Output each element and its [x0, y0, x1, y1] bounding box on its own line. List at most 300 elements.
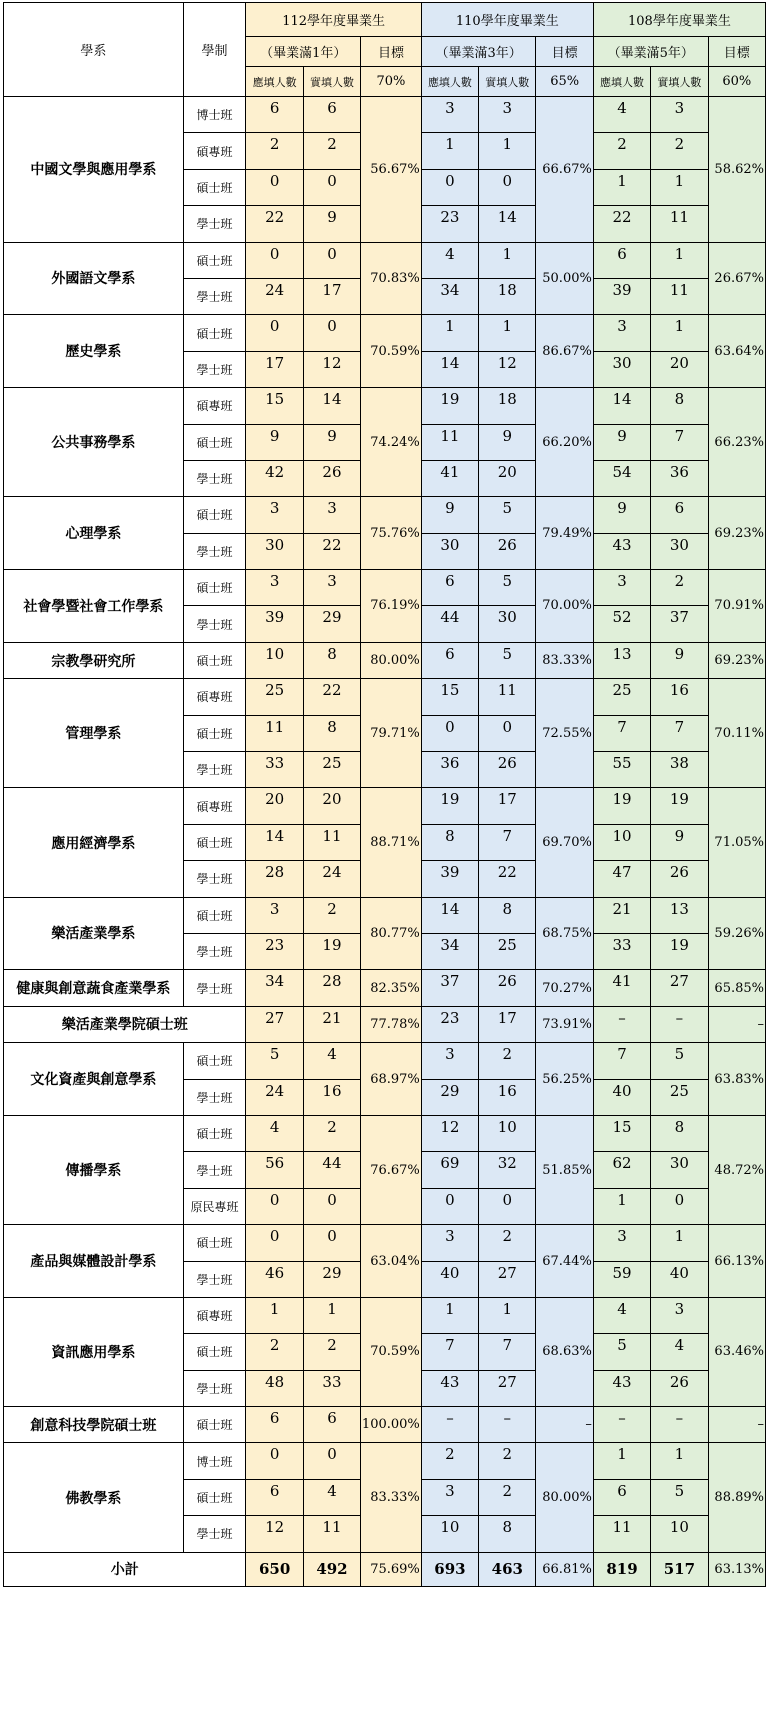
response-rate-cell: 51.85% [536, 1115, 593, 1224]
expected-count-cell: 6 [593, 242, 650, 278]
expected-count-cell: 11 [246, 715, 303, 751]
response-rate-cell: 69.23% [708, 642, 765, 678]
actual-count-cell: 2 [479, 1443, 536, 1479]
system-cell: 碩士班 [183, 424, 246, 460]
expected-count-cell: 6 [593, 1479, 650, 1515]
expected-count-cell: 46 [246, 1261, 303, 1297]
response-rate-cell: 69.23% [708, 497, 765, 570]
actual-count-cell: 16 [651, 679, 708, 715]
actual-count-cell: 3 [651, 97, 708, 133]
system-cell: 學士班 [183, 1370, 246, 1406]
actual-count-cell: 20 [303, 788, 360, 824]
table-row [4, 1006, 766, 1042]
system-cell: 學士班 [183, 533, 246, 569]
expected-count-cell: 41 [421, 460, 478, 496]
system-cell: 博士班 [183, 1443, 246, 1479]
response-rate-cell: 63.04% [361, 1225, 422, 1298]
actual-label: 實填人數 [303, 67, 360, 97]
expected-count-cell: 0 [246, 1188, 303, 1224]
table-row [4, 642, 766, 678]
system-cell: 碩專班 [183, 1297, 246, 1333]
actual-count-cell: 7 [479, 1334, 536, 1370]
expected-count-cell: 54 [593, 460, 650, 496]
response-rate-cell: 86.67% [536, 315, 593, 388]
actual-count-cell: 8 [479, 1516, 536, 1552]
actual-count-cell: 26 [303, 460, 360, 496]
department-name: 中國文學與應用學系 [4, 97, 184, 243]
response-rate-cell: 80.00% [536, 1443, 593, 1552]
actual-count-cell: 0 [303, 1188, 360, 1224]
actual-count-cell: 14 [303, 388, 360, 424]
response-rate-cell: – [536, 1407, 593, 1443]
response-rate-cell: 70.83% [361, 242, 422, 315]
actual-count-cell: 27 [651, 970, 708, 1006]
actual-count-cell: 19 [651, 933, 708, 969]
system-cell: 碩士班 [183, 715, 246, 751]
actual-count-cell: 38 [651, 752, 708, 788]
expected-count-cell: 36 [421, 752, 478, 788]
expected-count-cell: 1 [593, 1188, 650, 1224]
system-cell: 碩士班 [183, 1407, 246, 1443]
actual-count-cell: 4 [651, 1334, 708, 1370]
actual-count-cell: 4 [303, 1043, 360, 1079]
department-name: 創意科技學院碩士班 [4, 1407, 184, 1443]
response-rate-cell: 50.00% [536, 242, 593, 315]
response-rate-cell: 76.67% [361, 1115, 422, 1224]
expected-count-cell: 0 [246, 1443, 303, 1479]
table-row [4, 679, 766, 715]
actual-count-cell: 11 [303, 824, 360, 860]
actual-count-cell: 4 [303, 1479, 360, 1515]
expected-count-cell: 40 [421, 1261, 478, 1297]
expected-count-cell: 0 [421, 715, 478, 751]
system-cell: 原民專班 [183, 1188, 246, 1224]
expected-count-cell: 11 [421, 424, 478, 460]
system-cell: 碩士班 [183, 1043, 246, 1079]
actual-count-cell: 1 [479, 133, 536, 169]
actual-count-cell: 2 [303, 1115, 360, 1151]
cohort-112-goal-label: 目標 [361, 37, 422, 67]
cohort-108-goal-label: 目標 [708, 37, 765, 67]
expected-count-cell: 23 [246, 933, 303, 969]
response-rate-cell: 63.83% [708, 1043, 765, 1116]
expected-count-cell: 10 [593, 824, 650, 860]
expected-count-cell: 0 [246, 169, 303, 205]
actual-count-cell: 2 [479, 1225, 536, 1261]
expected-count-cell: 28 [246, 861, 303, 897]
expected-count-cell: 3 [246, 897, 303, 933]
expected-count-cell: 33 [246, 752, 303, 788]
actual-count-cell: 9 [651, 642, 708, 678]
expected-count-cell: 1 [593, 1443, 650, 1479]
expected-count-cell: 3 [421, 1479, 478, 1515]
actual-count-cell: 32 [479, 1152, 536, 1188]
table-row [4, 242, 766, 278]
response-rate-cell: 56.67% [361, 97, 422, 243]
actual-count-cell: 13 [651, 897, 708, 933]
expected-count-cell: 0 [421, 169, 478, 205]
actual-count-cell: 22 [303, 533, 360, 569]
expected-count-cell: 19 [421, 788, 478, 824]
actual-count-cell: 3 [303, 570, 360, 606]
response-rate-cell: 74.24% [361, 388, 422, 497]
actual-count-cell: 26 [479, 970, 536, 1006]
expected-count-cell: 30 [593, 351, 650, 387]
expected-count-cell: 34 [421, 278, 478, 314]
response-rate-cell: 80.00% [361, 642, 422, 678]
actual-count-cell: 16 [479, 1079, 536, 1115]
actual-count-cell: 2 [479, 1479, 536, 1515]
actual-count-cell: 33 [303, 1370, 360, 1406]
expected-count-cell: 5 [593, 1334, 650, 1370]
expected-count-cell: 11 [593, 1516, 650, 1552]
table-row [4, 1225, 766, 1261]
expected-count-cell: 0 [246, 1225, 303, 1261]
expected-count-cell: 3 [593, 315, 650, 351]
system-cell: 學士班 [183, 351, 246, 387]
response-rate-cell: 71.05% [708, 788, 765, 897]
actual-count-cell: 11 [651, 278, 708, 314]
expected-count-cell: 41 [593, 970, 650, 1006]
actual-count-cell: 1 [651, 242, 708, 278]
expected-count-cell: – [421, 1407, 478, 1443]
actual-count-cell: – [479, 1407, 536, 1443]
actual-count-cell: 8 [303, 715, 360, 751]
actual-count-cell: 29 [303, 1261, 360, 1297]
actual-count-cell: 8 [303, 642, 360, 678]
response-rate-cell: 70.91% [708, 570, 765, 643]
actual-count-cell: 2 [303, 133, 360, 169]
actual-count-cell: 9 [651, 824, 708, 860]
department-name: 樂活產業學院碩士班 [4, 1006, 246, 1042]
response-rate-cell: 83.33% [361, 1443, 422, 1552]
expected-count-cell: 23 [421, 1006, 478, 1042]
actual-count-cell: 28 [303, 970, 360, 1006]
actual-count-cell: 21 [303, 1006, 360, 1042]
actual-count-cell: 24 [303, 861, 360, 897]
expected-count-cell: 37 [421, 970, 478, 1006]
response-rate-cell: 100.00% [361, 1407, 422, 1443]
actual-count-cell: 19 [303, 933, 360, 969]
expected-count-cell: 43 [421, 1370, 478, 1406]
actual-count-cell: 1 [479, 315, 536, 351]
system-cell: 碩士班 [183, 497, 246, 533]
expected-count-cell: 27 [246, 1006, 303, 1042]
actual-count-cell: 1 [303, 1297, 360, 1333]
expected-count-cell: 3 [421, 1225, 478, 1261]
actual-count-cell: 10 [479, 1115, 536, 1151]
actual-count-cell: 26 [479, 533, 536, 569]
expected-count-cell: 40 [593, 1079, 650, 1115]
department-name: 公共事務學系 [4, 388, 184, 497]
department-name: 歷史學系 [4, 315, 184, 388]
expected-count-cell: 1 [593, 169, 650, 205]
system-cell: 學士班 [183, 752, 246, 788]
expected-count-cell: 43 [593, 533, 650, 569]
expected-count-cell: 7 [593, 715, 650, 751]
expected-count-cell: 23 [421, 206, 478, 242]
actual-count-cell: 1 [479, 242, 536, 278]
expected-count-cell: 14 [593, 388, 650, 424]
actual-count-cell: 16 [303, 1079, 360, 1115]
system-cell: 碩士班 [183, 897, 246, 933]
actual-count-cell: 5 [479, 497, 536, 533]
response-rate-cell: 26.67% [708, 242, 765, 315]
expected-count-cell: 9 [593, 424, 650, 460]
actual-count-cell: 3 [479, 97, 536, 133]
actual-count-cell: 6 [651, 497, 708, 533]
expected-count-cell: 6 [246, 1479, 303, 1515]
response-rate-cell: 67.44% [536, 1225, 593, 1298]
system-cell: 碩專班 [183, 788, 246, 824]
response-rate-cell: 70.11% [708, 679, 765, 788]
expected-label: 應填人數 [421, 67, 478, 97]
system-cell: 學士班 [183, 861, 246, 897]
system-cell: 學士班 [183, 1152, 246, 1188]
expected-count-cell: 0 [246, 315, 303, 351]
department-name: 管理學系 [4, 679, 184, 788]
expected-label: 應填人數 [246, 67, 303, 97]
cohort-112-sub: （畢業滿1年） [246, 37, 361, 67]
response-rate-cell: 69.70% [536, 788, 593, 897]
table-row [4, 1443, 766, 1479]
actual-count-cell: – [651, 1006, 708, 1042]
actual-count-cell: 29 [303, 606, 360, 642]
response-rate-cell: 48.72% [708, 1115, 765, 1224]
actual-count-cell: 0 [651, 1188, 708, 1224]
expected-count-cell: 43 [593, 1370, 650, 1406]
expected-count-cell: 3 [593, 570, 650, 606]
expected-count-cell: 15 [246, 388, 303, 424]
expected-count-cell: 0 [246, 242, 303, 278]
response-rate-cell: 68.63% [536, 1297, 593, 1406]
department-name: 健康與創意蔬食產業學系 [4, 970, 184, 1006]
actual-count-cell: 7 [651, 715, 708, 751]
expected-count-cell: 6 [246, 97, 303, 133]
expected-count-cell: 1 [246, 1297, 303, 1333]
cohort-112-goal: 70% [361, 67, 422, 97]
system-cell: 碩專班 [183, 679, 246, 715]
actual-count-cell: 27 [479, 1261, 536, 1297]
expected-count-cell: 15 [593, 1115, 650, 1151]
system-cell: 碩士班 [183, 169, 246, 205]
expected-count-cell: 12 [421, 1115, 478, 1151]
table-row [4, 315, 766, 351]
response-rate-cell: 72.55% [536, 679, 593, 788]
response-rate-cell: 63.46% [708, 1297, 765, 1406]
system-cell: 碩士班 [183, 1225, 246, 1261]
actual-count-cell: 9 [479, 424, 536, 460]
actual-count-cell: 12 [479, 351, 536, 387]
table-row [4, 97, 766, 133]
table-row [4, 388, 766, 424]
expected-count-cell: 2 [421, 1443, 478, 1479]
system-cell: 碩士班 [183, 1479, 246, 1515]
response-rate-cell: 70.59% [361, 1297, 422, 1406]
actual-count-cell: 2 [651, 570, 708, 606]
expected-count-cell: 1 [421, 1297, 478, 1333]
response-rate-cell: 66.23% [708, 388, 765, 497]
actual-count-cell: 0 [479, 1188, 536, 1224]
expected-count-cell: 2 [246, 133, 303, 169]
actual-count-cell: 11 [303, 1516, 360, 1552]
actual-count-cell: 6 [303, 97, 360, 133]
expected-count-cell: 1 [421, 133, 478, 169]
response-rate-cell: 66.13% [708, 1225, 765, 1298]
expected-count-cell: 39 [593, 278, 650, 314]
expected-count-cell: 4 [421, 242, 478, 278]
expected-count-cell: 10 [421, 1516, 478, 1552]
expected-label: 應填人數 [593, 67, 650, 97]
actual-count-cell: 40 [651, 1261, 708, 1297]
table-row [4, 497, 766, 533]
expected-count-cell: 62 [593, 1152, 650, 1188]
expected-count-cell: 56 [246, 1152, 303, 1188]
actual-count-cell: 37 [651, 606, 708, 642]
expected-count-cell: 6 [246, 1407, 303, 1443]
expected-count-cell: 3 [246, 497, 303, 533]
system-cell: 碩專班 [183, 133, 246, 169]
actual-count-cell: 30 [479, 606, 536, 642]
cohort-110-goal-label: 目標 [536, 37, 593, 67]
actual-count-cell: 1 [479, 1297, 536, 1333]
subtotal-label: 小計 [4, 1552, 246, 1586]
actual-count-cell: 26 [479, 752, 536, 788]
expected-count-cell: 9 [246, 424, 303, 460]
subtotal-rate: 75.69% [361, 1552, 422, 1586]
expected-count-cell: 6 [421, 642, 478, 678]
actual-count-cell: 11 [651, 206, 708, 242]
actual-count-cell: 6 [303, 1407, 360, 1443]
actual-count-cell: 30 [651, 533, 708, 569]
expected-count-cell: 5 [246, 1043, 303, 1079]
response-rate-cell: 83.33% [536, 642, 593, 678]
system-cell: 學士班 [183, 933, 246, 969]
table-row [4, 1115, 766, 1151]
department-name: 文化資產與創意學系 [4, 1043, 184, 1116]
cohort-108-goal: 60% [708, 67, 765, 97]
response-rate-cell: 88.89% [708, 1443, 765, 1552]
expected-count-cell: 14 [421, 351, 478, 387]
expected-count-cell: 3 [246, 570, 303, 606]
actual-count-cell: 1 [651, 1443, 708, 1479]
subtotal-row [4, 1552, 766, 1586]
actual-count-cell: 22 [303, 679, 360, 715]
department-name: 樂活產業學系 [4, 897, 184, 970]
system-cell: 學士班 [183, 278, 246, 314]
response-rate-cell: 76.19% [361, 570, 422, 643]
response-rate-cell: 70.59% [361, 315, 422, 388]
expected-count-cell: 30 [421, 533, 478, 569]
expected-count-cell: 6 [421, 570, 478, 606]
expected-count-cell: 3 [421, 1043, 478, 1079]
expected-count-cell: 42 [246, 460, 303, 496]
actual-count-cell: 26 [651, 861, 708, 897]
cohort-110-goal: 65% [536, 67, 593, 97]
response-rate-cell: 79.49% [536, 497, 593, 570]
actual-count-cell: 5 [479, 642, 536, 678]
response-rate-cell: 66.67% [536, 97, 593, 243]
actual-count-cell: 3 [303, 497, 360, 533]
expected-count-cell: 47 [593, 861, 650, 897]
actual-count-cell: 5 [651, 1043, 708, 1079]
system-cell: 碩士班 [183, 315, 246, 351]
expected-count-cell: 9 [593, 497, 650, 533]
actual-count-cell: 30 [651, 1152, 708, 1188]
response-rate-cell: 70.27% [536, 970, 593, 1006]
actual-count-cell: 10 [651, 1516, 708, 1552]
system-cell: 學士班 [183, 1079, 246, 1115]
actual-count-cell: 8 [651, 388, 708, 424]
department-name: 心理學系 [4, 497, 184, 570]
expected-count-cell: 21 [593, 897, 650, 933]
actual-count-cell: 22 [479, 861, 536, 897]
system-cell: 博士班 [183, 97, 246, 133]
actual-count-cell: 9 [303, 424, 360, 460]
actual-count-cell: 2 [303, 897, 360, 933]
system-cell: 學士班 [183, 970, 246, 1006]
table-row [4, 1297, 766, 1333]
system-cell: 學士班 [183, 606, 246, 642]
expected-count-cell: – [593, 1006, 650, 1042]
department-name: 資訊應用學系 [4, 1297, 184, 1406]
expected-count-cell: 20 [246, 788, 303, 824]
subtotal-expected: 819 [593, 1552, 650, 1586]
expected-count-cell: 25 [593, 679, 650, 715]
expected-count-cell: 69 [421, 1152, 478, 1188]
actual-count-cell: 5 [651, 1479, 708, 1515]
actual-count-cell: 0 [303, 1443, 360, 1479]
actual-count-cell: 17 [303, 278, 360, 314]
expected-count-cell: 52 [593, 606, 650, 642]
cohort-110-title: 110學年度畢業生 [421, 3, 593, 37]
expected-count-cell: 10 [246, 642, 303, 678]
response-rate-cell: 82.35% [361, 970, 422, 1006]
department-name: 社會學暨社會工作學系 [4, 570, 184, 643]
expected-count-cell: 39 [421, 861, 478, 897]
actual-count-cell: 0 [479, 715, 536, 751]
cohort-108-title: 108學年度畢業生 [593, 3, 765, 37]
actual-count-cell: 9 [303, 206, 360, 242]
response-rate-cell: 77.78% [361, 1006, 422, 1042]
actual-count-cell: 44 [303, 1152, 360, 1188]
table-body [4, 97, 766, 1587]
expected-count-cell: 9 [421, 497, 478, 533]
actual-count-cell: 1 [651, 1225, 708, 1261]
system-cell: 學士班 [183, 1516, 246, 1552]
expected-count-cell: 39 [246, 606, 303, 642]
response-rate-cell: 65.85% [708, 970, 765, 1006]
expected-count-cell: 3 [421, 97, 478, 133]
actual-count-cell: 27 [479, 1370, 536, 1406]
department-name: 外國語文學系 [4, 242, 184, 315]
actual-count-cell: 20 [479, 460, 536, 496]
system-cell: 學士班 [183, 206, 246, 242]
response-rate-cell: 63.64% [708, 315, 765, 388]
expected-count-cell: 34 [246, 970, 303, 1006]
actual-count-cell: 25 [303, 752, 360, 788]
expected-count-cell: 14 [421, 897, 478, 933]
actual-count-cell: 19 [651, 788, 708, 824]
response-rate-cell: 75.76% [361, 497, 422, 570]
system-cell: 碩專班 [183, 388, 246, 424]
actual-count-cell: 26 [651, 1370, 708, 1406]
department-name: 傳播學系 [4, 1115, 184, 1224]
response-rate-cell: 70.00% [536, 570, 593, 643]
response-rate-cell: 88.71% [361, 788, 422, 897]
actual-label: 實填人數 [479, 67, 536, 97]
expected-count-cell: 7 [593, 1043, 650, 1079]
